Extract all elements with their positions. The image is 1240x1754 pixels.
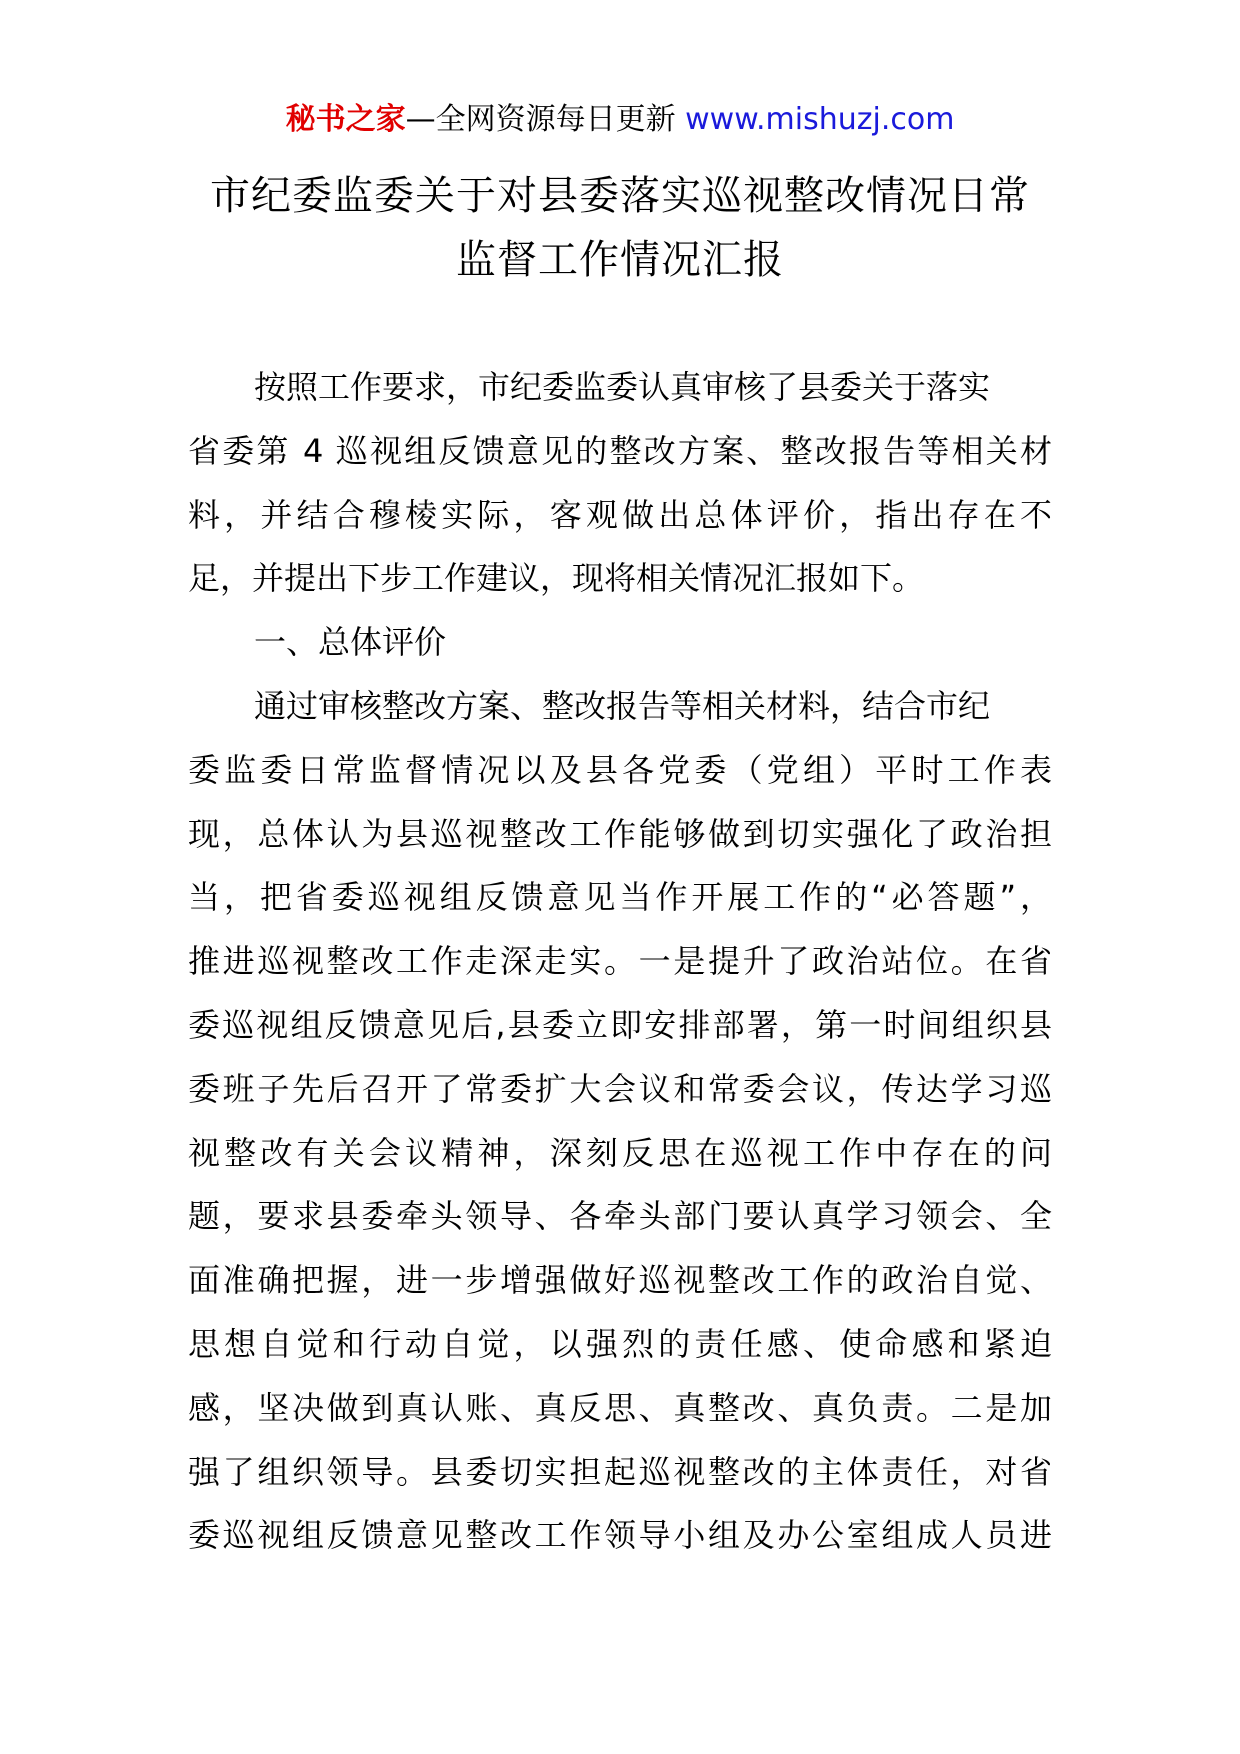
body-line: 现，总体认为县巡视整改工作能够做到切实强化了政治担: [188, 814, 1052, 853]
body-line: 足，并提出下步工作建议，现将相关情况汇报如下。: [188, 559, 925, 598]
title-line-2: 监督工作情况汇报: [456, 237, 784, 283]
body-line: 按照工作要求，市纪委监委认真审核了县委关于落实: [254, 368, 991, 406]
body-line: 视整改有关会议精神，深刻反思在巡视工作中存在的问: [188, 1133, 1052, 1172]
document-body: [188, 356, 1052, 1568]
body-line: 感，坚决做到真认账、真反思、真整改、真负责。二是加: [188, 1388, 1052, 1427]
body-line: 推进巡视整改工作走深走实。一是提升了政治站位。在省: [188, 942, 1052, 981]
body-line: 委巡视组反馈意见整改工作领导小组及办公室组成人员进: [188, 1516, 1052, 1555]
body-line: 料，并结合穆棱实际，客观做出总体评价，指出存在不: [188, 495, 1052, 534]
body-line: 委班子先后召开了常委扩大会议和常委会议，传达学习巡: [188, 1069, 1052, 1108]
body-line: 委巡视组反馈意见后,县委立即安排部署，第一时间组织县: [188, 1005, 1052, 1044]
body-line: 省委第 4 巡视组反馈意见的整改方案、整改报告等相关材: [188, 431, 1052, 470]
section-heading: 一、总体评价: [254, 623, 447, 662]
site-header: [0, 100, 1240, 140]
body-line: 面准确把握，进一步增强做好巡视整改工作的政治自觉、: [188, 1261, 1052, 1300]
body-line: 强了组织领导。县委切实担起巡视整改的主体责任，对省: [188, 1452, 1052, 1491]
document-title: [140, 164, 1100, 292]
body-line: 思想自觉和行动自觉，以强烈的责任感、使命感和紧迫: [188, 1324, 1052, 1363]
site-tagline: —全网资源每日更新: [405, 102, 686, 137]
body-line: 通过审核整改方案、整改报告等相关材料，结合市纪: [254, 686, 991, 725]
body-line: 委监委日常监督情况以及县各党委（党组）平时工作表: [188, 750, 1052, 789]
title-line-1: 市纪委监委关于对县委落实巡视整改情况日常: [210, 173, 1030, 219]
body-line: 当，把省委巡视组反馈意见当作开展工作的“必答题”，: [188, 878, 1052, 917]
site-brand: 秘书之家: [285, 102, 406, 137]
site-url-link[interactable]: www.mishuzj.com: [685, 102, 955, 137]
body-line: 题，要求县委牵头领导、各牵头部门要认真学习领会、全: [188, 1197, 1052, 1236]
